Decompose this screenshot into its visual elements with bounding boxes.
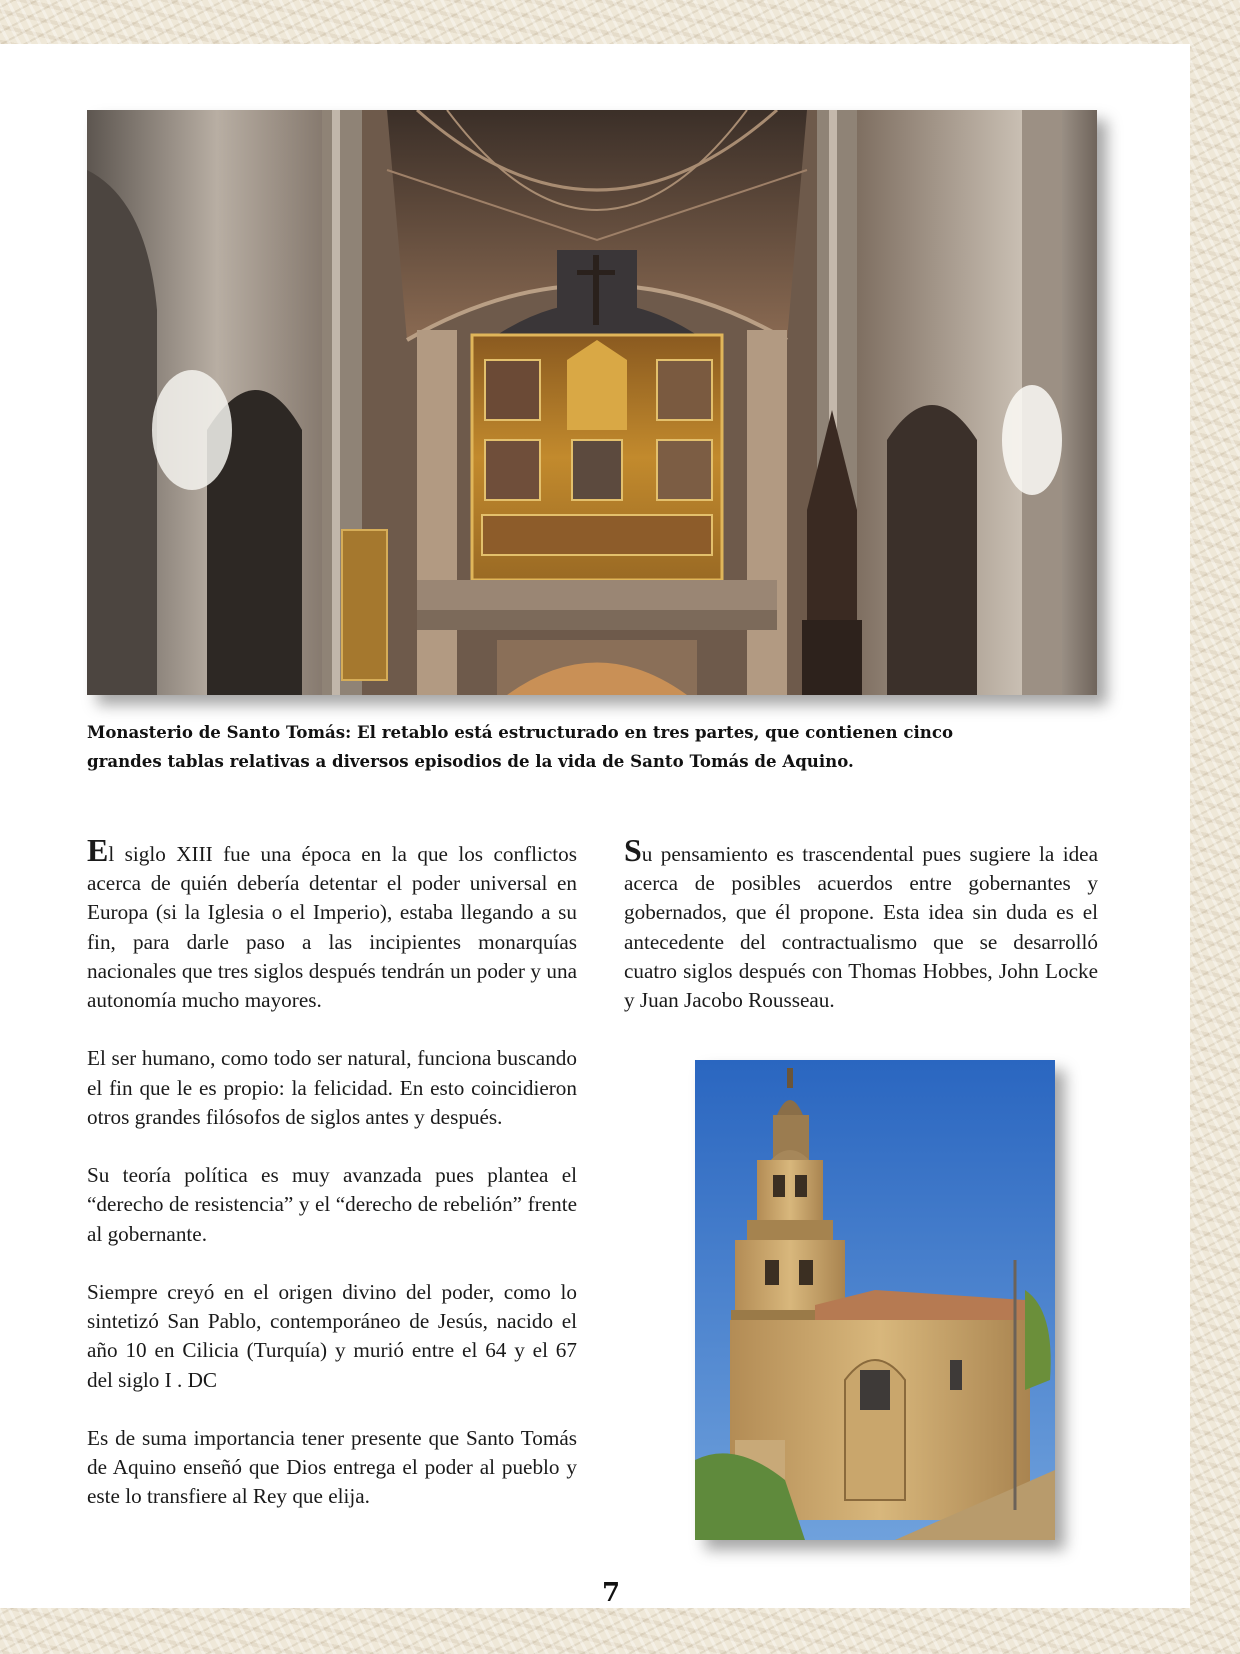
interior-photo-caption: Monasterio de Santo Tomás: El retablo está estructurado en tres partes, que contienen cinco grandes tablas relativas a diversos episodios de la vida de Santo Tomás de Aquino.: [87, 722, 954, 771]
left-paragraph-2: El ser humano, como todo ser natural, funciona buscando el fin que le es propio: la felicidad. En esto coincidieron otros grandes filósofos de siglos antes y después.: [87, 1046, 577, 1129]
interior-photo-image: [87, 110, 1097, 695]
drop-cap-e: E: [87, 832, 109, 868]
left-paragraph-4: Siempre creyó en el origen divino del poder, como lo sintetizó San Pablo, contemporáneo de Jesús, nacido el año 10 en Cilicia (Turquía) y murió entre el 64 y el 67 del siglo I . DC: [87, 1280, 577, 1392]
left-paragraph-1-text: l siglo XIII fue una época en la que los conflictos acerca de quién debería detentar el poder universal en Europa (si la Iglesia o el Imperio), estaba llegando a su fin, para darle paso a las incipientes monarquías nacionales que tres siglos después tendrán un poder y una autonomía mucho mayores.: [87, 842, 577, 1013]
page-number: 7: [601, 1578, 621, 1608]
right-text-column: [624, 832, 1098, 1044]
left-paragraph-1: [87, 832, 577, 1015]
left-text-column: [87, 832, 577, 1541]
tower-photo: [695, 1060, 1055, 1540]
left-paragraph-5: Es de suma importancia tener presente que Santo Tomás de Aquino enseñó que Dios entrega el poder al pueblo y este lo transfiere al Rey que elija.: [87, 1426, 577, 1509]
tower-photo-image: [695, 1060, 1055, 1540]
right-paragraph-1: [624, 832, 1098, 1015]
interior-photo: [87, 110, 1097, 695]
left-paragraph-3: Su teoría política es muy avanzada pues plantea el “derecho de resistencia” y el “derecho de rebelión” frente al gobernante.: [87, 1163, 577, 1246]
right-paragraph-1-text: u pensamiento es trascendental pues sugiere la idea acerca de posibles acuerdos entre gobernantes y gobernados, que él propone. Esta idea sin duda es el antecedente del contractualismo que se desarrolló cuatro siglos después con Thomas Hobbes, John Locke y Juan Jacobo Rousseau.: [624, 842, 1098, 1013]
drop-cap-s: S: [624, 832, 642, 868]
